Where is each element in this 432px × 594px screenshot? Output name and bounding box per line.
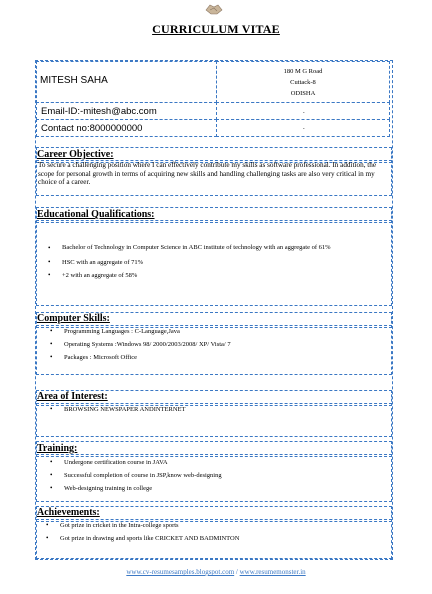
- bullet-icon: •: [50, 353, 53, 361]
- list-item: • +2 with an aggregate of 58%: [48, 271, 138, 279]
- list-item: • Web-designing training in college: [50, 484, 153, 492]
- bullet-icon: •: [50, 340, 53, 348]
- education-list: [48, 242, 388, 280]
- document-title: CURRICULUM VITAE: [152, 22, 280, 36]
- bullet-icon: •: [50, 458, 53, 466]
- name-cell: [36, 61, 217, 103]
- contact-cell: [36, 119, 217, 137]
- training-heading: Training:: [37, 443, 78, 454]
- address-line: 180 M G Road: [283, 68, 323, 75]
- training-list: [50, 458, 380, 493]
- contact-dot: .: [303, 123, 305, 131]
- list-item: • Got prize in cricket in the Intra-college sports: [46, 521, 179, 529]
- footer-link-cv-resumesamples[interactable]: www.cv-resumesamples.blogspot.com: [126, 568, 235, 576]
- list-item: • HSC with an aggregate of 71%: [48, 258, 144, 266]
- address-line: Cuttack-8: [290, 79, 316, 86]
- list-item: • Got prize in drawing and sports like CRICKET AND BADMINTON: [46, 534, 240, 542]
- education-heading: Educational Qualifications:: [37, 209, 155, 220]
- email-side-cell: [216, 102, 390, 120]
- bullet-icon: •: [50, 484, 53, 492]
- contact-text: Contact no:8000000000: [41, 123, 143, 134]
- bullet-icon: •: [48, 244, 51, 252]
- footer-links: [0, 568, 432, 576]
- address-block: [216, 66, 390, 99]
- list-item: • Undergone certification course in JAVA: [50, 458, 168, 466]
- career-objective-heading: Career Objective:: [37, 149, 114, 160]
- candidate-name: MITESH SAHA: [40, 75, 108, 86]
- list-item: • Successful completion of course in JSP,know web-designing: [50, 471, 222, 479]
- bullet-icon: •: [48, 258, 51, 266]
- email-text: Email-ID:-mitesh@abc.com: [41, 106, 157, 117]
- email-dot: .: [303, 107, 305, 115]
- list-item: • Packages : Microsoft Office: [50, 353, 137, 361]
- interest-list: [50, 405, 380, 414]
- achievements-heading: Achievements:: [37, 507, 100, 518]
- contact-side-cell: [216, 119, 390, 137]
- list-item: • Programming Languages : C-Language,Java: [50, 327, 180, 335]
- achievements-list: [46, 521, 382, 543]
- list-item: • Bachelor of Technology in Computer Science in ABC institute of technology with an aggregate of 61%: [48, 244, 331, 252]
- bullet-icon: •: [50, 327, 53, 335]
- career-objective-text: To secure a challenging position where I can effectively contribute my skills as software professional. In addition, the scope for personal growth in terms of acquiring new skills and handling challenging tasks are also very critical in my choice of a career.: [38, 161, 377, 187]
- address-line: ODISHA: [290, 90, 316, 97]
- footer-link-resumemonster[interactable]: www.resumemonster.in: [239, 568, 306, 576]
- bullet-icon: •: [46, 521, 49, 529]
- handshake-logo-icon: [205, 2, 223, 16]
- bullet-icon: •: [46, 534, 49, 542]
- footer-separator: /: [234, 568, 240, 576]
- list-item: • Operating Systems :Windows 98/ 2000/2003/2008/ XP/ Vista/ 7: [50, 340, 231, 348]
- bullet-icon: •: [48, 271, 51, 279]
- interest-heading: Area of Interest:: [37, 391, 108, 402]
- bullet-icon: •: [50, 405, 53, 413]
- skills-heading: Computer Skills:: [37, 313, 110, 324]
- bullet-icon: •: [50, 471, 53, 479]
- email-cell: [36, 102, 217, 120]
- skills-list: [50, 327, 380, 362]
- list-item: • BROWSING NEWSPAPER ANDINTERNET: [50, 405, 186, 413]
